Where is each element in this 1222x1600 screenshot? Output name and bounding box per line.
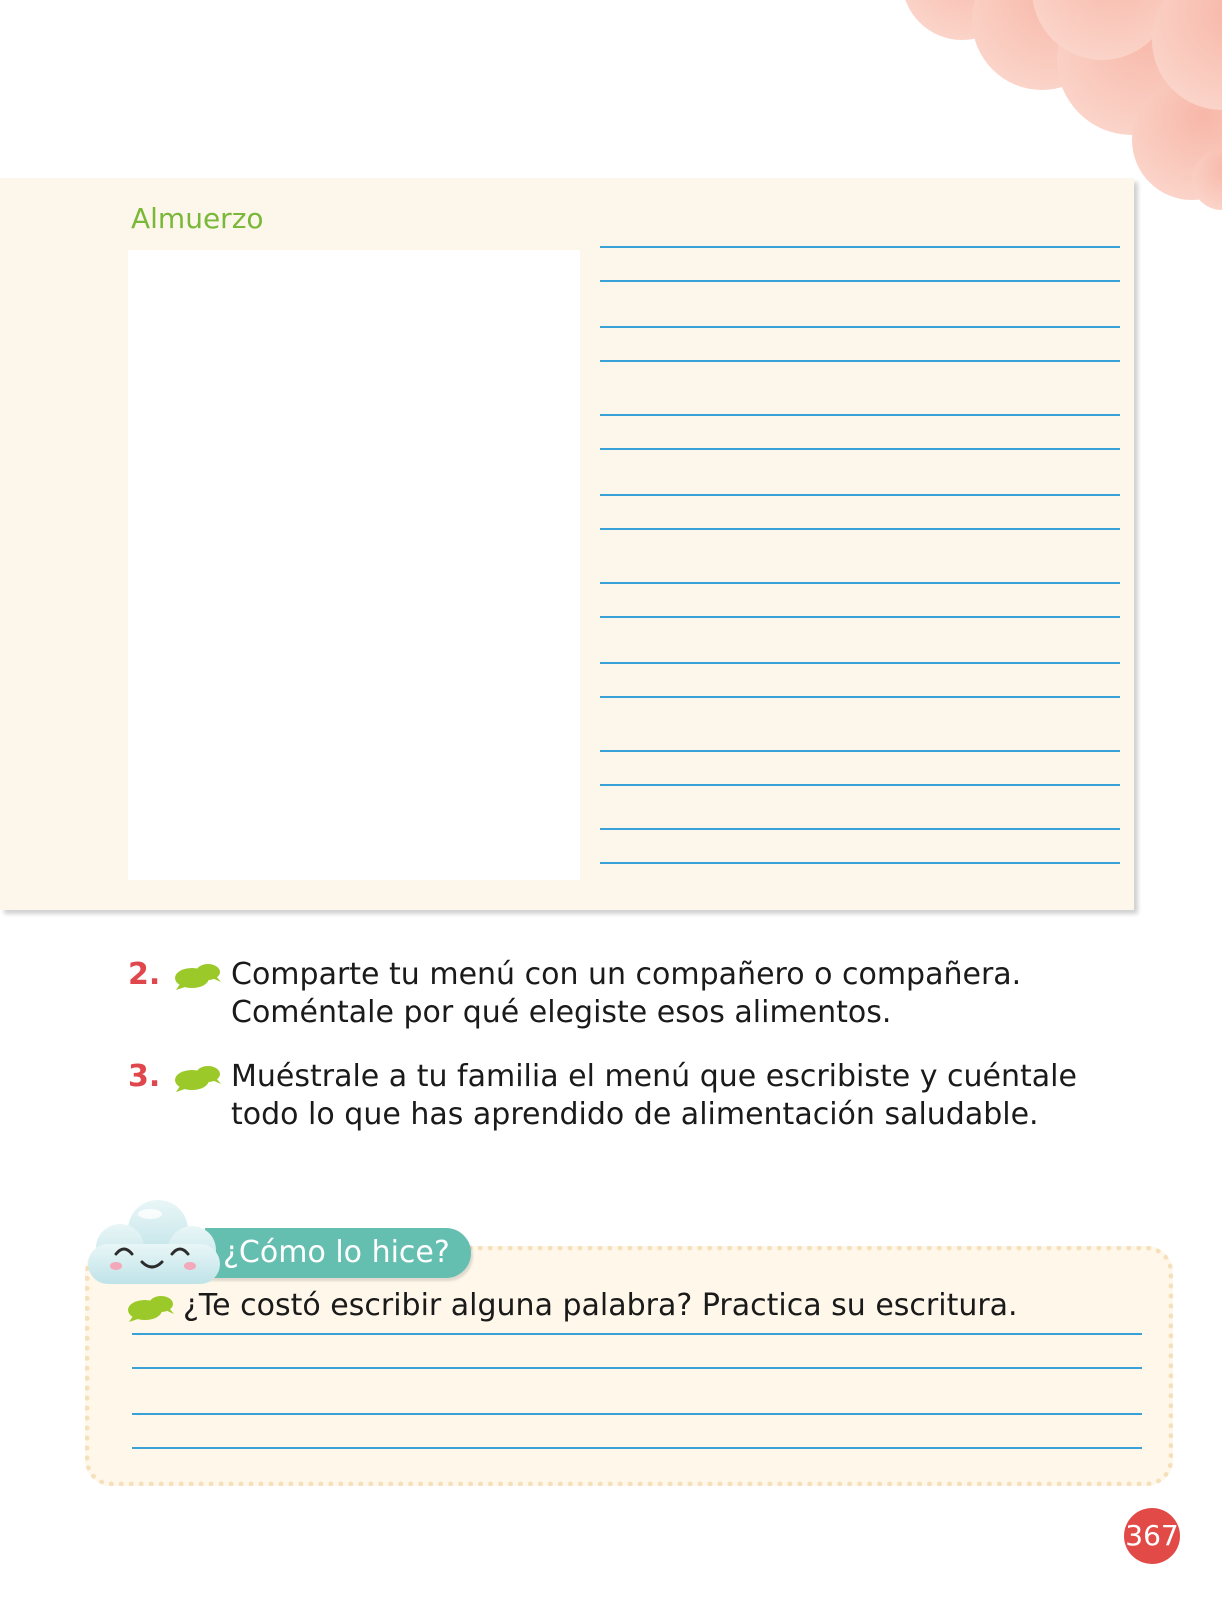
item-text-line: Coméntale por qué elegiste esos alimentos. (231, 995, 892, 1030)
writing-line[interactable] (600, 494, 1120, 496)
speech-bubbles-icon (174, 962, 222, 990)
speech-bubbles-icon (127, 1294, 175, 1322)
lunch-menu-panel (0, 178, 1134, 910)
writing-line[interactable] (600, 862, 1120, 864)
item-text-line: todo lo que has aprendido de alimentación saludable. (231, 1097, 1039, 1132)
writing-line[interactable] (600, 784, 1120, 786)
writing-line[interactable] (600, 828, 1120, 830)
page-number-badge: 367 (1124, 1508, 1180, 1564)
writing-lines[interactable] (600, 178, 1120, 910)
speech-bubbles-icon (174, 1064, 222, 1092)
writing-line[interactable] (600, 360, 1120, 362)
writing-line[interactable] (600, 326, 1120, 328)
reflection-box (85, 1246, 1173, 1486)
item-text (231, 956, 1091, 1032)
item-text-line: Muéstrale a tu familia el menú que escribiste y cuéntale (231, 1059, 1077, 1094)
item-text-line: Comparte tu menú con un compañero o compañera. (231, 957, 1022, 992)
item-number: 2. (128, 957, 161, 992)
writing-line[interactable] (132, 1333, 1142, 1335)
writing-line[interactable] (132, 1413, 1142, 1415)
item-text (231, 1058, 1091, 1134)
writing-line[interactable] (600, 696, 1120, 698)
writing-line[interactable] (132, 1367, 1142, 1369)
writing-line[interactable] (600, 448, 1120, 450)
item-number: 3. (128, 1059, 161, 1094)
writing-line[interactable] (600, 280, 1120, 282)
smiling-cloud-icon (80, 1196, 228, 1292)
writing-line[interactable] (600, 528, 1120, 530)
reflection-tab: ¿Cómo lo hice? (205, 1228, 471, 1278)
writing-line[interactable] (600, 246, 1120, 248)
writing-line[interactable] (600, 750, 1120, 752)
writing-line[interactable] (600, 616, 1120, 618)
writing-line[interactable] (600, 582, 1120, 584)
writing-line[interactable] (600, 414, 1120, 416)
panel-title: Almuerzo (131, 202, 264, 235)
drawing-area[interactable] (128, 250, 580, 880)
question-text: ¿Te costó escribir alguna palabra? Practica su escritura. (183, 1288, 1018, 1323)
writing-line[interactable] (132, 1447, 1142, 1449)
writing-line[interactable] (600, 662, 1120, 664)
